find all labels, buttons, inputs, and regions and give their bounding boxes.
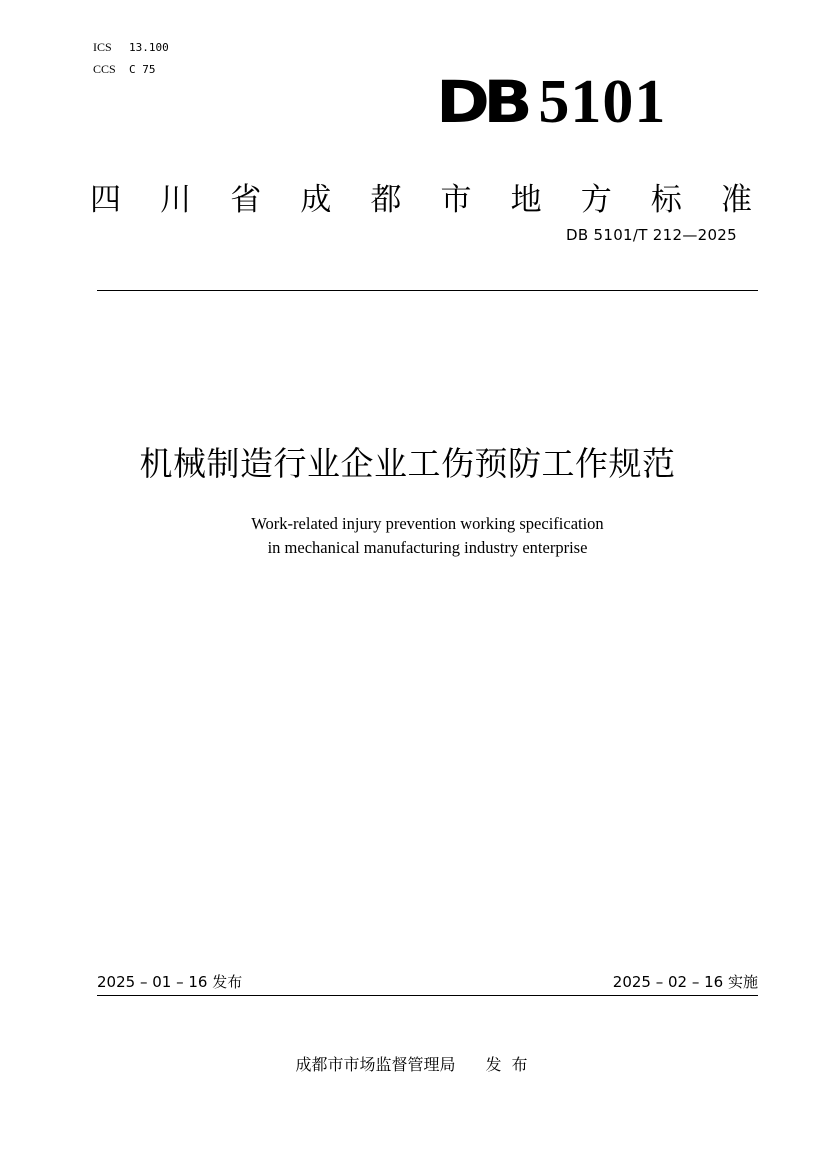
heading-char: 准: [720, 182, 752, 218]
standard-mark: [436, 68, 667, 136]
title-english-line-2: in mechanical manufacturing industry enterprise: [267, 538, 588, 557]
issue-date: 2025 – 01 – 16 发布: [97, 973, 243, 991]
top-divider: [97, 290, 758, 291]
ics-label: ICS: [93, 40, 112, 54]
title-english-line-1: Work-related injury prevention working specification: [251, 514, 604, 533]
standard-mark-letters: DB: [436, 68, 527, 136]
issuer-line: [0, 1054, 815, 1076]
heading-char: 方: [580, 182, 612, 218]
heading-char: 都: [370, 182, 402, 218]
heading-char: 地: [510, 182, 542, 218]
heading-char: 标: [650, 182, 682, 218]
ics-code: [93, 40, 169, 55]
bottom-divider: [97, 995, 758, 996]
standard-mark-number: 5101: [538, 68, 667, 136]
heading-char: 四: [90, 182, 121, 218]
heading-char: 市: [440, 182, 472, 218]
heading-char: 川: [160, 182, 192, 218]
issuer-action: 发布: [485, 1055, 538, 1074]
heading-char: 省: [230, 182, 262, 218]
ccs-label: CCS: [93, 62, 116, 76]
implementation-date: 2025 – 02 – 16 实施: [612, 973, 758, 991]
title-chinese: 机械制造行业企业工伤预防工作规范: [139, 444, 676, 483]
ccs-code: [93, 62, 156, 77]
local-standard-heading: [90, 180, 752, 220]
ics-value: 13.100: [129, 41, 169, 54]
ccs-value: C 75: [129, 63, 156, 76]
standard-code: DB 5101/T 212—2025: [566, 226, 737, 244]
issuer-name: 成都市市场监督管理局: [295, 1055, 456, 1074]
heading-char: 成: [300, 182, 332, 218]
